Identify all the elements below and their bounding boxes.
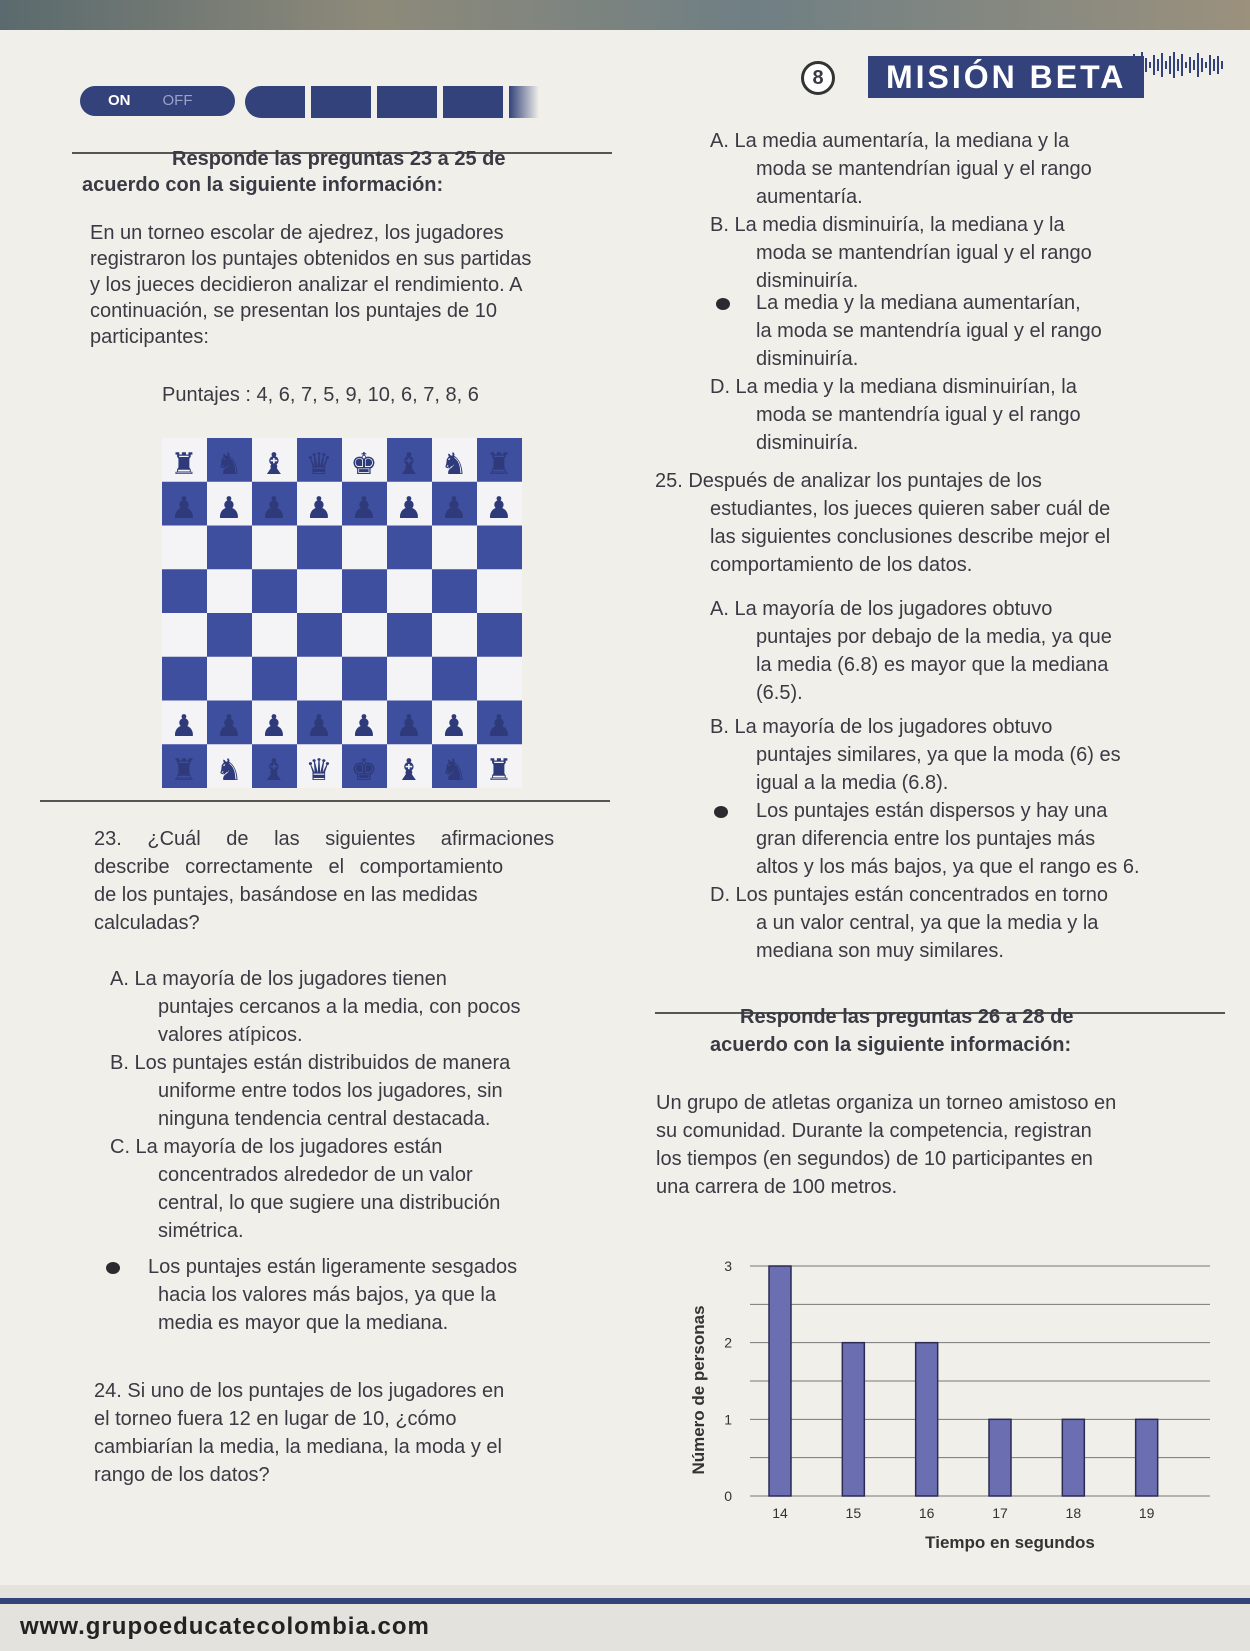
header-bar-segment (443, 86, 503, 118)
chessboard-dark-square (252, 657, 297, 701)
q23-line: 23. ¿Cuál de las siguientes afirmaciones (94, 828, 555, 850)
svg-text:♟: ♟ (305, 491, 333, 526)
instruction-line: Responde las preguntas 23 a 25 de (172, 148, 506, 170)
chart-bar (989, 1419, 1011, 1496)
context-line: los tiempos (en segundos) de 10 participantes en (656, 1148, 1093, 1170)
chart-bar (769, 1266, 791, 1496)
chessboard-dark-square (252, 569, 297, 613)
context-line: participantes: (90, 326, 209, 348)
svg-text:♞: ♞ (215, 447, 243, 482)
instruction-header-26-28 (655, 1006, 1225, 1058)
q23-line: describe correctamente el comportamiento (94, 856, 504, 878)
instruction-line: acuerdo con la siguiente información: (710, 1034, 1072, 1056)
q25-option-a-line: puntajes por debajo de la media, ya que (756, 626, 1112, 648)
barcode-decoration (1128, 50, 1228, 80)
svg-text:♜: ♜ (485, 447, 513, 482)
svg-text:♟: ♟ (260, 709, 288, 744)
selected-answer-mark (716, 298, 730, 310)
q24-option-a-line: moda se mantendrían igual y el rango (756, 158, 1092, 180)
q23-option-c-line: concentrados alrededor de un valor (158, 1164, 473, 1186)
q25-option-d[interactable]: D. Los puntajes están concentrados en torno (710, 884, 1109, 906)
svg-text:♜: ♜ (170, 753, 198, 788)
chessboard-dark-square (297, 526, 342, 570)
toggle-on-label: ON (108, 92, 131, 109)
svg-text:♜: ♜ (485, 753, 513, 788)
q23-option-b[interactable]: B. Los puntajes están distribuidos de manera (110, 1052, 511, 1074)
q24-option-c-line: la moda se mantendría igual y el rango (756, 320, 1102, 342)
svg-text:♟: ♟ (485, 491, 513, 526)
q23-option-b-line: ninguna tendencia central destacada. (158, 1108, 491, 1130)
chart-bar (1136, 1419, 1158, 1496)
q24-option-b-line: moda se mantendrían igual y el rango (756, 242, 1092, 264)
x-tick-label: 19 (1138, 1505, 1155, 1521)
svg-text:♞: ♞ (215, 753, 243, 788)
context-line: Un grupo de atletas organiza un torneo amistoso en (656, 1092, 1117, 1114)
q24-line: rango de los datos? (94, 1464, 270, 1486)
y-tick-label: 3 (724, 1258, 732, 1274)
q25-line: 25. Después de analizar los puntajes de los (655, 470, 1042, 492)
q23-option-d-line: hacia los valores más bajos, ya que la (158, 1284, 496, 1306)
q24-line: cambiarían la media, la mediana, la moda y el (94, 1436, 502, 1458)
q24-option-b[interactable]: B. La media disminuiría, la mediana y la (710, 214, 1065, 236)
q25-option-b[interactable]: B. La mayoría de los jugadores obtuvo (710, 716, 1053, 738)
q23-option-d[interactable]: Los puntajes están ligeramente sesgados (148, 1256, 518, 1278)
x-tick-label: 18 (1065, 1505, 1082, 1521)
q25-option-b-line: puntajes similares, ya que la moda (6) es (756, 744, 1121, 766)
x-tick-label: 14 (772, 1505, 788, 1521)
svg-text:♟: ♟ (260, 491, 288, 526)
svg-text:♟: ♟ (215, 709, 243, 744)
q23-option-b-line: uniforme entre todos los jugadores, sin (158, 1080, 503, 1102)
on-off-toggle (80, 86, 235, 116)
chessboard-dark-square (432, 657, 477, 701)
svg-text:♝: ♝ (395, 753, 423, 788)
chessboard-dark-square (162, 569, 207, 613)
context-line: continuación, se presentan los puntajes de 10 (90, 300, 497, 322)
svg-text:♟: ♟ (170, 709, 198, 744)
svg-text:♝: ♝ (260, 447, 288, 482)
svg-text:♚: ♚ (350, 753, 378, 788)
q25-option-d-line: mediana son muy similares. (756, 940, 1004, 962)
q23-option-d-line: media es mayor que la mediana. (158, 1312, 449, 1334)
svg-text:♞: ♞ (440, 447, 468, 482)
footer-url[interactable]: www.grupoeducatecolombia.com (20, 1613, 430, 1640)
page-title: MISIÓN BETA (868, 56, 1144, 98)
chessboard-dark-square (297, 613, 342, 657)
q25-line: comportamiento de los datos. (710, 554, 973, 576)
selected-answer-mark (714, 806, 728, 818)
context-line: registraron los puntajes obtenidos en sus partidas (90, 248, 532, 270)
svg-text:♝: ♝ (260, 753, 288, 788)
chart-bar (842, 1343, 864, 1496)
header-bar-fade (509, 86, 539, 118)
q25-option-c[interactable]: Los puntajes están dispersos y hay una (756, 800, 1108, 822)
instruction-line: Responde las preguntas 26 a 28 de (740, 1006, 1074, 1028)
q25-option-c-line: altos y los más bajos, ya que el rango es 6. (756, 856, 1140, 878)
chessboard-dark-square (207, 613, 252, 657)
page-number-badge: 8 (801, 61, 835, 95)
svg-text:♞: ♞ (440, 753, 468, 788)
chessboard-dark-square (387, 526, 432, 570)
q25-line: las siguientes conclusiones describe mejor el (710, 526, 1111, 548)
svg-text:♝: ♝ (395, 447, 423, 482)
x-tick-label: 17 (992, 1505, 1008, 1521)
q24-option-c[interactable]: La media y la mediana aumentarían, (756, 292, 1081, 314)
q23-option-a-line: valores atípicos. (158, 1024, 303, 1046)
toggle-off-label: OFF (162, 92, 193, 109)
svg-text:♟: ♟ (305, 709, 333, 744)
header-bar-segment (377, 86, 437, 118)
bar-chart (680, 1230, 1220, 1560)
svg-text:♚: ♚ (350, 447, 378, 482)
scores-line: Puntajes : 4, 6, 7, 5, 9, 10, 6, 7, 8, 6 (162, 384, 479, 406)
chessboard-illustration (162, 438, 522, 788)
chessboard-dark-square (207, 526, 252, 570)
chessboard-dark-square (162, 657, 207, 701)
svg-text:♛: ♛ (305, 447, 333, 482)
svg-text:♟: ♟ (215, 491, 243, 526)
q24-option-a[interactable]: A. La media aumentaría, la mediana y la (710, 130, 1070, 152)
q23-line: calculadas? (94, 912, 200, 934)
y-axis-label: Número de personas (689, 1305, 708, 1475)
svg-text:♟: ♟ (485, 709, 513, 744)
chart-bar (1062, 1419, 1084, 1496)
q23-line: de los puntajes, basándose en las medidas (94, 884, 478, 906)
x-tick-label: 16 (918, 1505, 935, 1521)
svg-text:♟: ♟ (440, 709, 468, 744)
svg-text:♟: ♟ (395, 491, 423, 526)
y-tick-label: 1 (724, 1411, 732, 1428)
x-tick-label: 15 (845, 1505, 862, 1521)
footer-line (0, 1598, 1250, 1604)
q24-line: el torneo fuera 12 en lugar de 10, ¿cómo (94, 1408, 457, 1430)
context-line: y los jueces decidieron analizar el rendimiento. A (90, 274, 523, 296)
chessboard-dark-square (342, 657, 387, 701)
instruction-line: acuerdo con la siguiente información: (82, 174, 444, 196)
y-tick-label: 0 (724, 1488, 732, 1504)
q23-option-c-line: simétrica. (158, 1220, 244, 1242)
svg-text:♟: ♟ (170, 491, 198, 526)
svg-text:♟: ♟ (350, 491, 378, 526)
svg-text:♟: ♟ (350, 709, 378, 744)
q23-option-c-line: central, lo que sugiere una distribución (158, 1192, 501, 1214)
q24-option-a-line: aumentaría. (756, 186, 863, 208)
q25-option-a[interactable]: A. La mayoría de los jugadores obtuvo (710, 598, 1053, 620)
context-line: su comunidad. Durante la competencia, registran (656, 1120, 1092, 1142)
selected-answer-mark (106, 1262, 120, 1274)
header-bar-segment (245, 86, 305, 118)
q24-option-d[interactable]: D. La media y la mediana disminuirían, la (710, 376, 1077, 398)
section-divider (40, 800, 610, 802)
instruction-header-23-25 (72, 148, 612, 196)
svg-text:♜: ♜ (170, 447, 198, 482)
q25-option-a-line: la media (6.8) es mayor que la mediana (756, 654, 1109, 676)
q23-option-a[interactable]: A. La mayoría de los jugadores tienen (110, 968, 447, 990)
svg-text:♟: ♟ (440, 491, 468, 526)
q24-line: 24. Si uno de los puntajes de los jugadores en (94, 1380, 505, 1402)
q24-option-c-line: disminuiría. (756, 348, 859, 370)
q24-option-b-line: disminuiría. (756, 270, 859, 292)
chart-bar (916, 1343, 938, 1496)
context-line: una carrera de 100 metros. (656, 1176, 898, 1198)
svg-text:♛: ♛ (305, 753, 333, 788)
q25-option-a-line: (6.5). (756, 682, 803, 704)
q25-option-b-line: igual a la media (6.8). (756, 772, 949, 794)
chessboard-dark-square (477, 526, 522, 570)
chessboard-dark-square (477, 613, 522, 657)
y-tick-label: 2 (724, 1334, 732, 1351)
q25-option-d-line: a un valor central, ya que la media y la (756, 912, 1099, 934)
x-axis-label: Tiempo en segundos (925, 1533, 1095, 1552)
header-bar-segment (311, 86, 371, 118)
chessboard-dark-square (342, 569, 387, 613)
q25-option-c-line: gran diferencia entre los puntajes más (756, 828, 1096, 850)
svg-text:♟: ♟ (395, 709, 423, 744)
chessboard-dark-square (387, 613, 432, 657)
q23-option-c[interactable]: C. La mayoría de los jugadores están (110, 1136, 443, 1158)
q23-option-a-line: puntajes cercanos a la media, con pocos (158, 996, 521, 1018)
q24-option-d-line: disminuiría. (756, 432, 859, 454)
q25-line: estudiantes, los jueces quieren saber cuál de (710, 498, 1111, 520)
context-line: En un torneo escolar de ajedrez, los jugadores (90, 222, 504, 244)
chessboard-dark-square (432, 569, 477, 613)
q24-option-d-line: moda se mantendría igual y el rango (756, 404, 1081, 426)
